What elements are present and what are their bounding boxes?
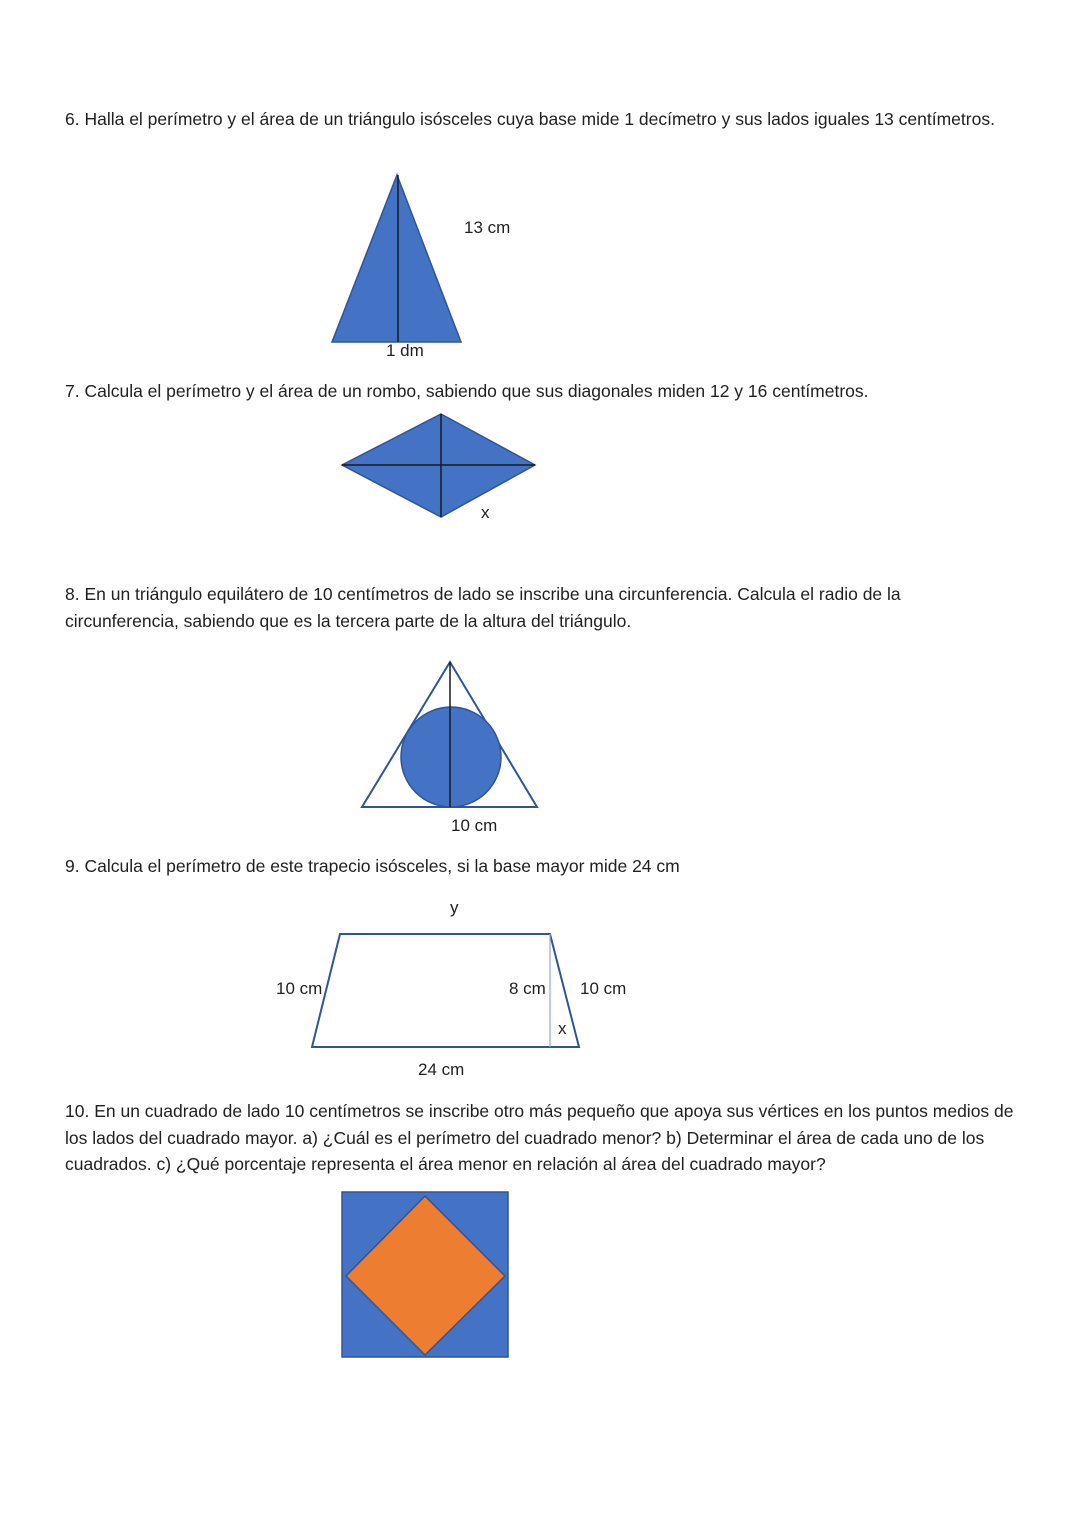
label-left-10cm: 10 cm (276, 979, 323, 998)
label-base-1dm: 1 dm (386, 341, 424, 360)
label-trapezoid-x: x (558, 1019, 567, 1038)
label-rhombus-x: x (481, 503, 490, 522)
question-9-text: 9. Calcula el perímetro de este trapecio isósceles, si la base mayor mide 24 cm (65, 856, 680, 876)
question-6-text: 6. Halla el perímetro y el área de un triángulo isósceles cuya base mide 1 decímetro y sus lados iguales 13 centímetros. (65, 109, 995, 129)
label-right-10cm: 10 cm (580, 979, 627, 998)
label-height-8cm: 8 cm (509, 979, 546, 998)
question-10-text: 10. En un cuadrado de lado 10 centímetros se inscribe otro más pequeño que apoya sus vértices en los puntos medios de los lados del cuadrado mayor. a) ¿Cuál es el perímetro del cuadrado menor? b) Determinar el área de cada uno de los cuadrados. c) ¿Qué porcentaje representa el área menor en relación al área del cuadrado mayor? (65, 1101, 1014, 1174)
question-7-text: 7. Calcula el perímetro y el área de un rombo, sabiendo que sus diagonales miden 12 y 16 centímetros. (65, 381, 869, 401)
label-side-13cm: 13 cm (464, 218, 511, 237)
label-bottom-24cm: 24 cm (418, 1060, 465, 1079)
label-base-10cm: 10 cm (451, 816, 498, 835)
label-top-y: y (450, 898, 459, 917)
question-8-text: 8. En un triángulo equilátero de 10 centímetros de lado se inscribe una circunferencia. Calcula el radio de la circunferencia, sabiendo que es la tercera parte de la altura del triángulo. (65, 584, 901, 631)
